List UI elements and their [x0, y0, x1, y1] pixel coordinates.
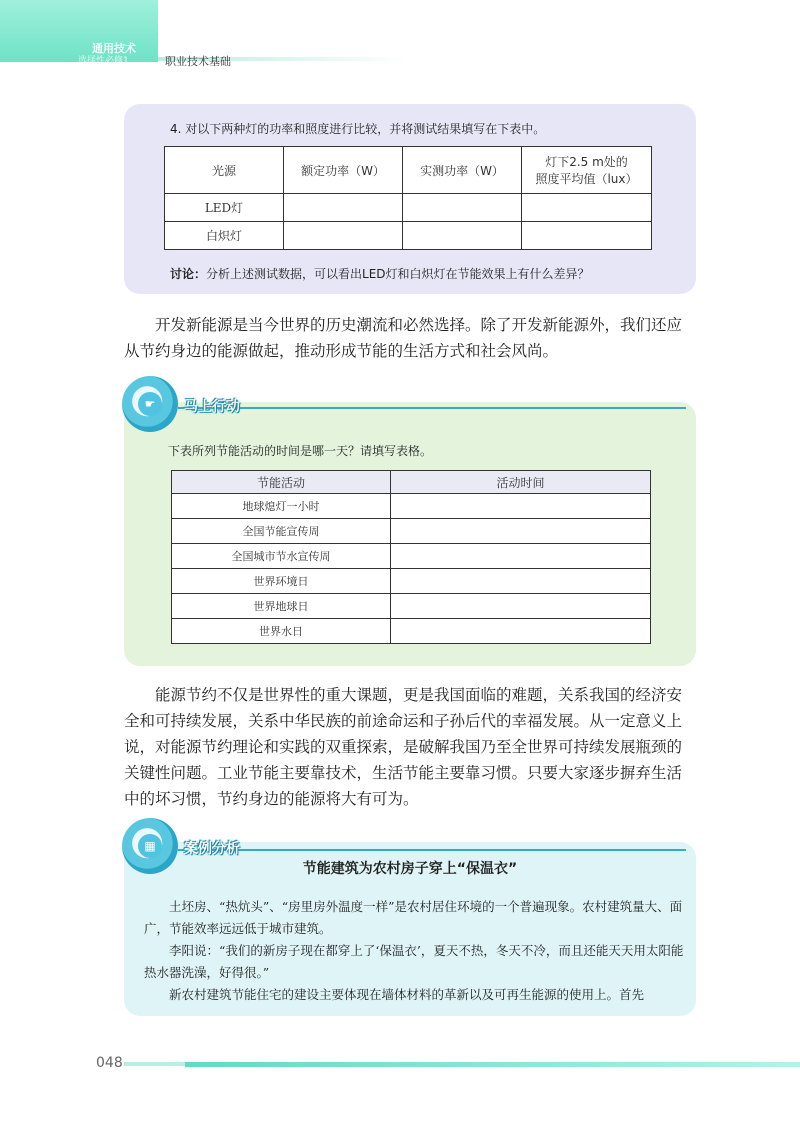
activity-name: 世界水日 [172, 619, 391, 644]
table-header-cell: 光源 [165, 147, 284, 194]
table-row [165, 194, 652, 222]
table-row [172, 519, 651, 544]
activity-name: 全国城市节水宣传周 [172, 544, 391, 569]
activity-name: 世界地球日 [172, 594, 391, 619]
table-row [172, 619, 651, 644]
table-header-row [172, 471, 651, 494]
banner-line [178, 849, 686, 851]
book-title: 通用技术 [92, 42, 136, 55]
table-blank-cell[interactable] [284, 194, 403, 222]
activity-time-cell[interactable] [391, 519, 651, 544]
table-row [165, 222, 652, 250]
book-subtitle: 选择性必修1 [78, 56, 129, 66]
table-header-cell: 活动时间 [391, 471, 651, 494]
header-line: 照度平均值（lux） [535, 172, 638, 186]
body-paragraph-2: 能源节约不仅是世界性的重大课题，更是我国面临的难题，关系我国的经济安全和可持续发展，关系中华民族的前途命运和子孙后代的幸福发展。从一定意义上说，对能源节约理论和实践的双重探索，是破解我国乃至全世界可持续发展瓶颈的关键性问题。工业节能主要靠技术，生活节能主要靠习惯。只要大家逐步摒弃生活中的坏习惯，节约身边的能源将大有可为。 [124, 686, 683, 808]
building-icon: ▦ [138, 834, 162, 858]
body-paragraph-1: 开发新能源是当今世界的历史潮流和必然选择。除了开发新能源外，我们还应从节约身边的能源做起，推动形成节能的生活方式和社会风尚。 [124, 316, 683, 360]
activity-time-cell[interactable] [391, 494, 651, 519]
table-blank-cell[interactable] [403, 222, 522, 250]
table-blank-cell[interactable] [522, 194, 652, 222]
discussion-prompt [170, 265, 590, 282]
activity-time-cell[interactable] [391, 569, 651, 594]
table-row [172, 544, 651, 569]
action-gear-icon [122, 376, 178, 432]
discussion-label: 讨论： [170, 267, 207, 281]
activity-time-cell[interactable] [391, 619, 651, 644]
activity-question: 4. 对以下两种灯的功率和照度进行比较，并将测试结果填写在下表中。 [170, 122, 546, 136]
case-paragraph: 新农村建筑节能住宅的建设主要体现在墙体材料的革新以及可再生能源的使用上。首先 [169, 987, 645, 1002]
section-title-action: 马上行动 [184, 399, 240, 415]
header-line: 灯下2.5 m处的 [545, 155, 628, 169]
energy-activity-table [171, 470, 651, 644]
page-number: 048 [96, 1055, 123, 1071]
action-question: 下表所列节能活动的时间是哪一天？请填写表格。 [168, 444, 433, 458]
discussion-text: 分析上述测试数据，可以看出LED灯和白炽灯在节能效果上有什么差异？ [206, 267, 590, 281]
section-title-case: 案例分析 [184, 841, 240, 857]
table-row [172, 594, 651, 619]
activity-name: 地球熄灯一小时 [172, 494, 391, 519]
activity-time-cell[interactable] [391, 544, 651, 569]
case-paragraph: 土坯房、“热炕头”、“房里房外温度一样”是农村居住环境的一个普遍现象。农村建筑量大、面广，节能效率远远低于城市建筑。 [144, 899, 683, 936]
activity-time-cell[interactable] [391, 594, 651, 619]
table-header-cell: 额定功率（W） [284, 147, 403, 194]
table-row [172, 569, 651, 594]
table-blank-cell[interactable] [522, 222, 652, 250]
chapter-title: 职业技术基础 [165, 55, 231, 68]
table-blank-cell[interactable] [284, 222, 403, 250]
activity-name: 全国节能宣传周 [172, 519, 391, 544]
table-row-label: LED灯 [165, 194, 284, 222]
lamp-comparison-table [164, 146, 652, 250]
hand-icon: ☛ [138, 392, 162, 416]
activity-name: 世界环境日 [172, 569, 391, 594]
table-header-cell: 实测功率（W） [403, 147, 522, 194]
table-header-cell [522, 147, 652, 194]
case-paragraph: 李阳说：“我们的新房子现在都穿上了‘保温衣’，夏天不热，冬天不冷，而且还能天天用太阳能热水器洗澡，好得很。” [144, 943, 684, 980]
table-blank-cell[interactable] [403, 194, 522, 222]
table-row [172, 494, 651, 519]
footer-line [185, 1062, 800, 1067]
table-header-row [165, 147, 652, 194]
banner-line [178, 407, 686, 409]
table-header-cell: 节能活动 [172, 471, 391, 494]
table-row-label: 白炽灯 [165, 222, 284, 250]
case-title: 节能建筑为农村房子穿上“保温衣” [302, 861, 518, 877]
